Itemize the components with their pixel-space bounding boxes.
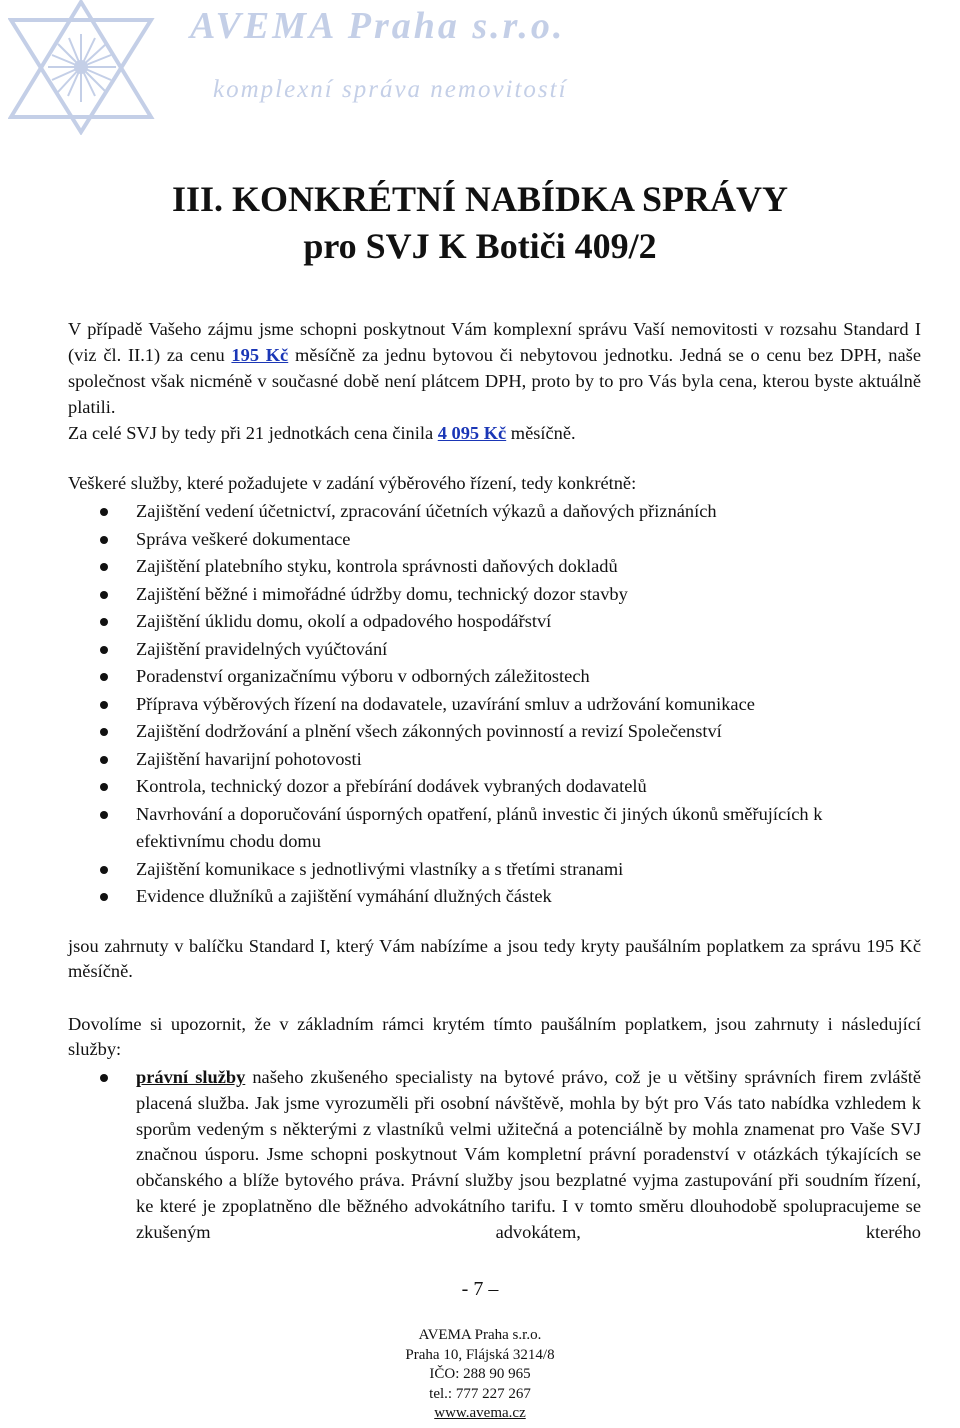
legal-services-list <box>68 1065 921 1246</box>
footer-phone: tel.: 777 227 267 <box>429 1385 531 1402</box>
list-item: Zajištění dodržování a plnění všech zákonných povinností a revizí Společenství <box>68 718 921 746</box>
footer-ico: IČO: 288 90 965 <box>429 1366 531 1383</box>
list-item: Příprava výběrových řízení na dodavatele, uzavírání smluv a udržování komunikace <box>68 691 921 719</box>
intro-paragraph <box>68 316 921 420</box>
footer-company: AVEMA Praha s.r.o. <box>418 1327 542 1343</box>
intro-text-3: Za celé SVJ by tedy při 21 jednotkách cena činila <box>68 423 438 443</box>
bullet-icon <box>100 618 108 626</box>
legal-services-text: našeho zkušeného specialisty na bytové právo, což je u většiny správních firem zvláště placená služba. Jak jsme vyrozuměli při osobní návštěvě, mohla by být pro Vás tato nabídka vzhledem k sporům vedeným s některými z vlastníků velmi užitečná a potenciálně by mohla znamenat pro Vaše SVJ značnou úsporu. Jsme schopni poskytnout Vám kompletní právní poradenství v otázkách týkajících se občanského a blíže bytového práva. Právní služby jsou bezplatné vyjma zastupování při soudním řízení, ke které je zpoplatněno dle běžného advokátního tarifu. I v tomto směru dlouhodobě spolupracujeme se zkušeným advokátem, kterého <box>136 1067 922 1242</box>
company-name: AVEMA Praha s.r.o. <box>190 5 566 47</box>
bullet-icon <box>100 646 108 654</box>
bullet-icon <box>100 811 108 819</box>
page-title: III. KONKRÉTNÍ NABÍDKA SPRÁVY <box>171 179 789 219</box>
bullet-icon <box>100 783 108 791</box>
bullet-icon <box>100 673 108 681</box>
price-total: 4 095 Kč <box>437 423 507 443</box>
bullet-icon <box>100 536 108 544</box>
footer-website-link[interactable]: www.avema.cz <box>434 1405 526 1422</box>
bullet-icon <box>100 756 108 764</box>
services-summary: jsou zahrnuty v balíčku Standard I, který Vám nabízíme a jsou tedy kryty paušálním poplatkem za správu 195 Kč měsíčně. <box>68 936 921 981</box>
bullet-icon <box>100 701 108 709</box>
list-item: Zajištění běžné i mimořádné údržby domu, technický dozor stavby <box>68 581 921 609</box>
intro-paragraph-total <box>68 420 921 446</box>
legal-services-label: právní služby <box>136 1067 246 1087</box>
list-item: Navrhování a doporučování úsporných opatření, plánů investic či jiných úkonů směřujících k efektivnímu chodu domu <box>68 801 921 856</box>
bullet-icon <box>100 1074 108 1082</box>
list-item: Zajištění havarijní pohotovosti <box>68 746 921 774</box>
company-tagline: komplexní správa nemovitostí <box>213 76 568 103</box>
bullet-icon <box>100 728 108 736</box>
bullet-icon <box>100 508 108 516</box>
intro-text-1: V případě Vašeho zájmu jsme schopni poskytnout Vám komplexní správu Vaší nemovitosti v rozsahu Standard I (viz čl. II.1) za cenu <box>68 319 921 365</box>
price-per-unit: 195 Kč <box>231 345 289 365</box>
page-subtitle: pro SVJ K Botiči 409/2 <box>303 226 657 266</box>
list-item <box>68 1065 921 1246</box>
footer-address: Praha 10, Flájská 3214/8 <box>405 1346 555 1363</box>
footer <box>0 1326 960 1424</box>
list-item: Evidence dlužníků a zajištění vymáhání dlužných částek <box>68 883 921 911</box>
list-item: Zajištění úklidu domu, okolí a odpadového hospodářství <box>68 608 921 636</box>
list-item: Zajištění platebního styku, kontrola správnosti daňových dokladů <box>68 553 921 581</box>
bullet-icon <box>100 866 108 874</box>
list-item: Správa veškeré dokumentace <box>68 526 921 554</box>
list-item: Zajištění komunikace s jednotlivými vlastníky a s třetími stranami <box>68 856 921 884</box>
services-list <box>68 498 921 911</box>
note-paragraph: Dovolíme si upozornit, že v základním rámci krytém tímto paušálním poplatkem, jsou zahrnuty i následující služby: <box>68 1014 921 1059</box>
list-item: Zajištění pravidelných vyúčtování <box>68 636 921 664</box>
services-lead: Veškeré služby, které požadujete v zadání výběrového řízení, tedy konkrétně: <box>68 473 637 493</box>
list-item: Zajištění vedení účetnictví, zpracování účetních výkazů a daňových přiznáních <box>68 498 921 526</box>
intro-text-4: měsíčně. <box>506 423 576 443</box>
intro-text-2: měsíčně za jednu bytovou či nebytovou jednotku. Jedná se o cenu bez DPH, naše společnost však nicméně v současné době není plátcem DPH, proto by to pro Vás byla cena, kterou byste aktuálně platili. <box>68 345 921 417</box>
page-number: - 7 – <box>461 1278 499 1300</box>
list-item: Kontrola, technický dozor a přebírání dodávek vybraných dodavatelů <box>68 773 921 801</box>
logo-sun-center <box>74 60 88 74</box>
bullet-icon <box>100 893 108 901</box>
bullet-icon <box>100 591 108 599</box>
company-logo <box>8 0 158 135</box>
bullet-icon <box>100 563 108 571</box>
list-item: Poradenství organizačnímu výboru v odborných záležitostech <box>68 663 921 691</box>
